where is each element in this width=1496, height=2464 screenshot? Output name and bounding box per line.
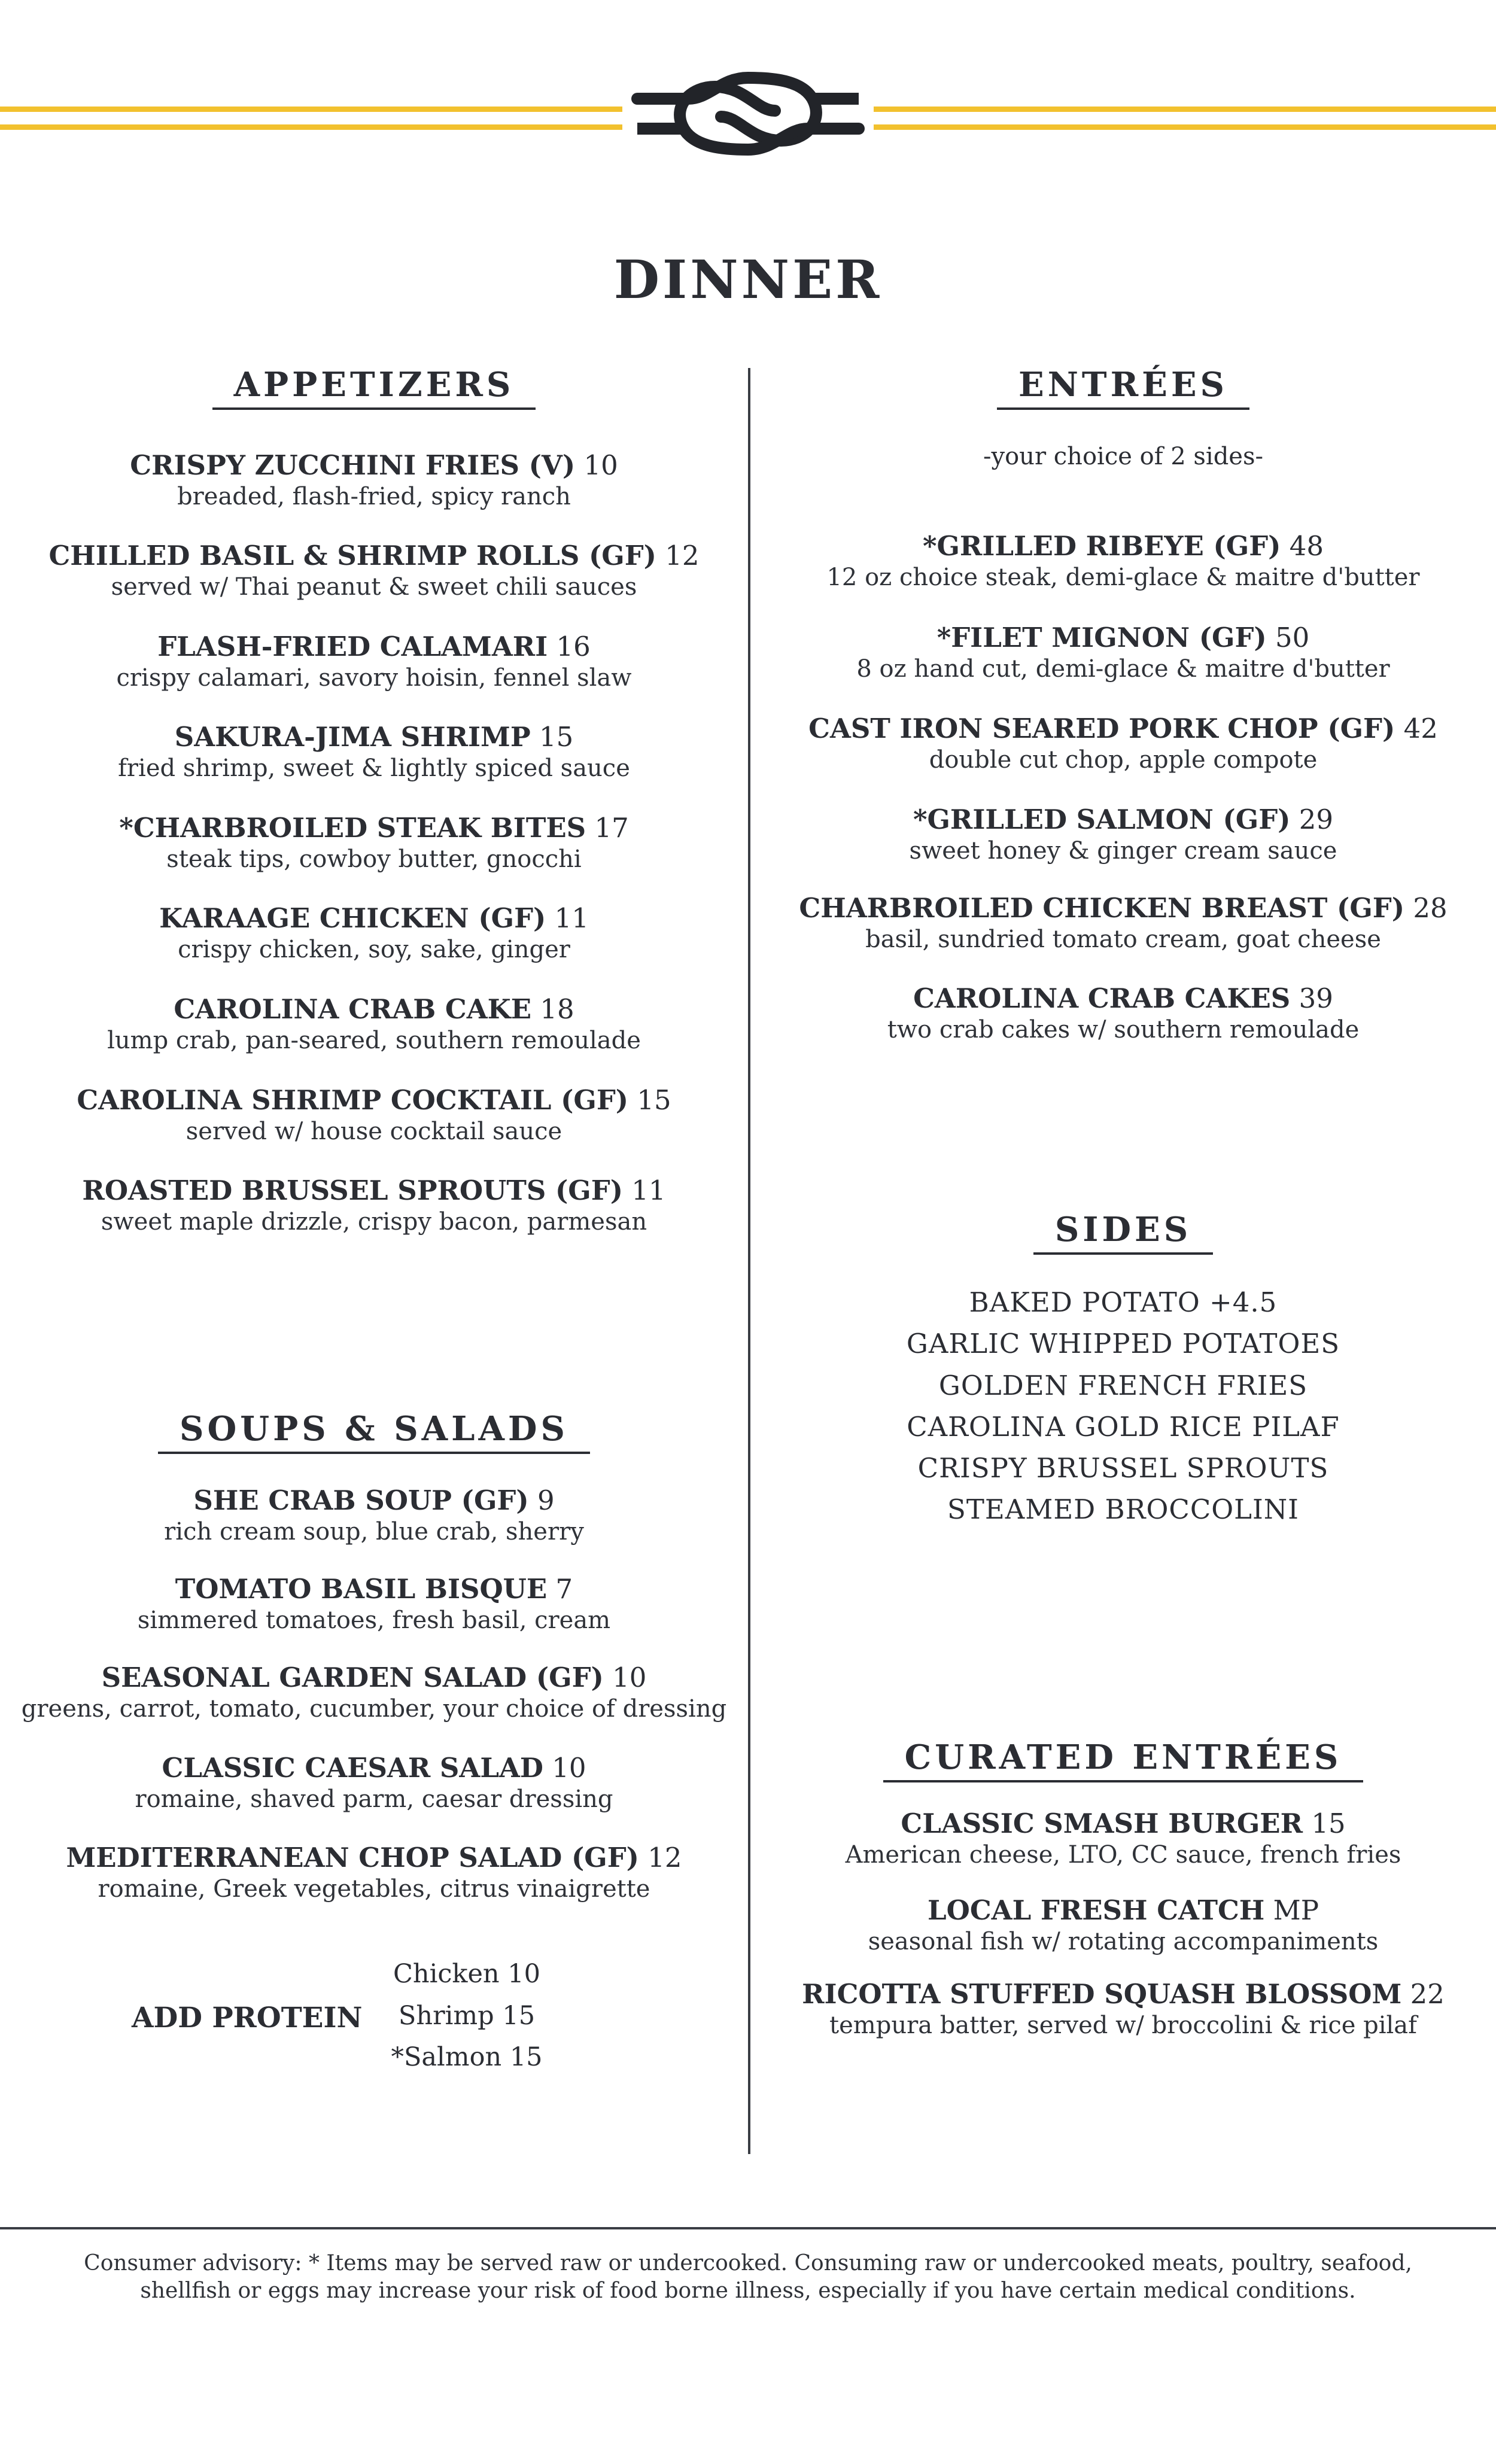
advisory-line: shellfish or eggs may increase your risk of food borne illness, especially if you have certain medical conditions. — [140, 2279, 1356, 2303]
protein-option: Chicken 10 — [393, 1959, 540, 1989]
sides-note: -your choice of 2 sides- — [983, 443, 1264, 470]
menu-item: *CHARBROILED STEAK BITES 17 steak tips, cowboy butter, gnocchi — [119, 812, 629, 873]
menu-item: *FILET MIGNON (GF) 50 8 oz hand cut, demi-glace & maitre d'butter — [856, 622, 1390, 683]
menu-item: SEASONAL GARDEN SALAD (GF) 10 greens, carrot, tomato, cucumber, your choice of dressing — [21, 1662, 727, 1723]
menu-item: CAROLINA SHRIMP COCKTAIL (GF) 15 served w/ house cocktail sauce — [77, 1084, 671, 1145]
menu-item: CAST IRON SEARED PORK CHOP (GF) 42 double cut chop, apple compote — [808, 713, 1438, 774]
menu-item: ROASTED BRUSSEL SPROUTS (GF) 11 sweet maple drizzle, crispy bacon, parmesan — [82, 1175, 666, 1236]
menu-item: *GRILLED RIBEYE (GF) 48 12 oz choice steak, demi-glace & maitre d'butter — [826, 530, 1420, 591]
menu-item: CHARBROILED CHICKEN BREAST (GF) 28 basil, sundried tomato cream, goat cheese — [799, 892, 1448, 953]
soups-salads-heading: SOUPS & SALADS — [0, 1409, 748, 1454]
consumer-advisory — [0, 2250, 1496, 2305]
right-column — [750, 0, 1496, 2214]
side-item: CRISPY BRUSSEL SPROUTS — [917, 1452, 1329, 1484]
add-protein-label: ADD PROTEIN — [132, 2001, 363, 2034]
protein-option: *Salmon 15 — [391, 2042, 543, 2072]
menu-item: KARAAGE CHICKEN (GF) 11 crispy chicken, soy, sake, ginger — [159, 902, 589, 963]
menu-item: SHE CRAB SOUP (GF) 9 rich cream soup, blue crab, sherry — [164, 1485, 584, 1546]
menu-item: RICOTTA STUFFED SQUASH BLOSSOM 22 tempura batter, served w/ broccolini & rice pilaf — [802, 1978, 1445, 2039]
menu-item: FLASH-FRIED CALAMARI 16 crispy calamari, savory hoisin, fennel slaw — [116, 631, 632, 692]
appetizers-heading: APPETIZERS — [0, 365, 748, 410]
menu-item: CLASSIC SMASH BURGER 15 American cheese, LTO, CC sauce, french fries — [845, 1808, 1401, 1869]
advisory-line: Consumer advisory: * Items may be served raw or undercooked. Consuming raw or undercooked meats, poultry, seafood, — [84, 2251, 1412, 2276]
curated-entrees-heading: CURATED ENTRÉES — [750, 1738, 1496, 1782]
footer-rule — [0, 2227, 1496, 2229]
menu-item: SAKURA-JIMA SHRIMP 15 fried shrimp, sweet & lightly spiced sauce — [118, 721, 630, 782]
left-column — [0, 0, 748, 2214]
side-item: BAKED POTATO +4.5 — [969, 1286, 1278, 1318]
sides-heading: SIDES — [750, 1210, 1496, 1255]
menu-item: CHILLED BASIL & SHRIMP ROLLS (GF) 12 served w/ Thai peanut & sweet chili sauces — [48, 540, 700, 601]
menu-item: CLASSIC CAESAR SALAD 10 romaine, shaved parm, caesar dressing — [135, 1752, 613, 1813]
menu-item: CAROLINA CRAB CAKES 39 two crab cakes w/ southern remoulade — [887, 982, 1360, 1044]
menu-item: CAROLINA CRAB CAKE 18 lump crab, pan-seared, southern remoulade — [107, 993, 641, 1054]
menu-item: CRISPY ZUCCHINI FRIES (V) 10 breaded, flash-fried, spicy ranch — [130, 449, 618, 510]
side-item: GARLIC WHIPPED POTATOES — [906, 1328, 1340, 1359]
entrees-heading: ENTRÉES — [750, 365, 1496, 410]
side-item: CAROLINA GOLD RICE PILAF — [907, 1411, 1340, 1443]
menu-item: *GRILLED SALMON (GF) 29 sweet honey & ginger cream sauce — [909, 804, 1337, 865]
menu-item: LOCAL FRESH CATCH MP seasonal fish w/ rotating accompaniments — [868, 1894, 1379, 1955]
side-item: GOLDEN FRENCH FRIES — [938, 1370, 1308, 1401]
menu-item: MEDITERRANEAN CHOP SALAD (GF) 12 romaine, Greek vegetables, citrus vinaigrette — [66, 1842, 682, 1903]
protein-option: Shrimp 15 — [398, 2001, 536, 2031]
menu-item: TOMATO BASIL BISQUE 7 simmered tomatoes, fresh basil, cream — [137, 1573, 611, 1634]
side-item: STEAMED BROCCOLINI — [947, 1493, 1299, 1525]
page-title: DINNER — [613, 248, 883, 311]
